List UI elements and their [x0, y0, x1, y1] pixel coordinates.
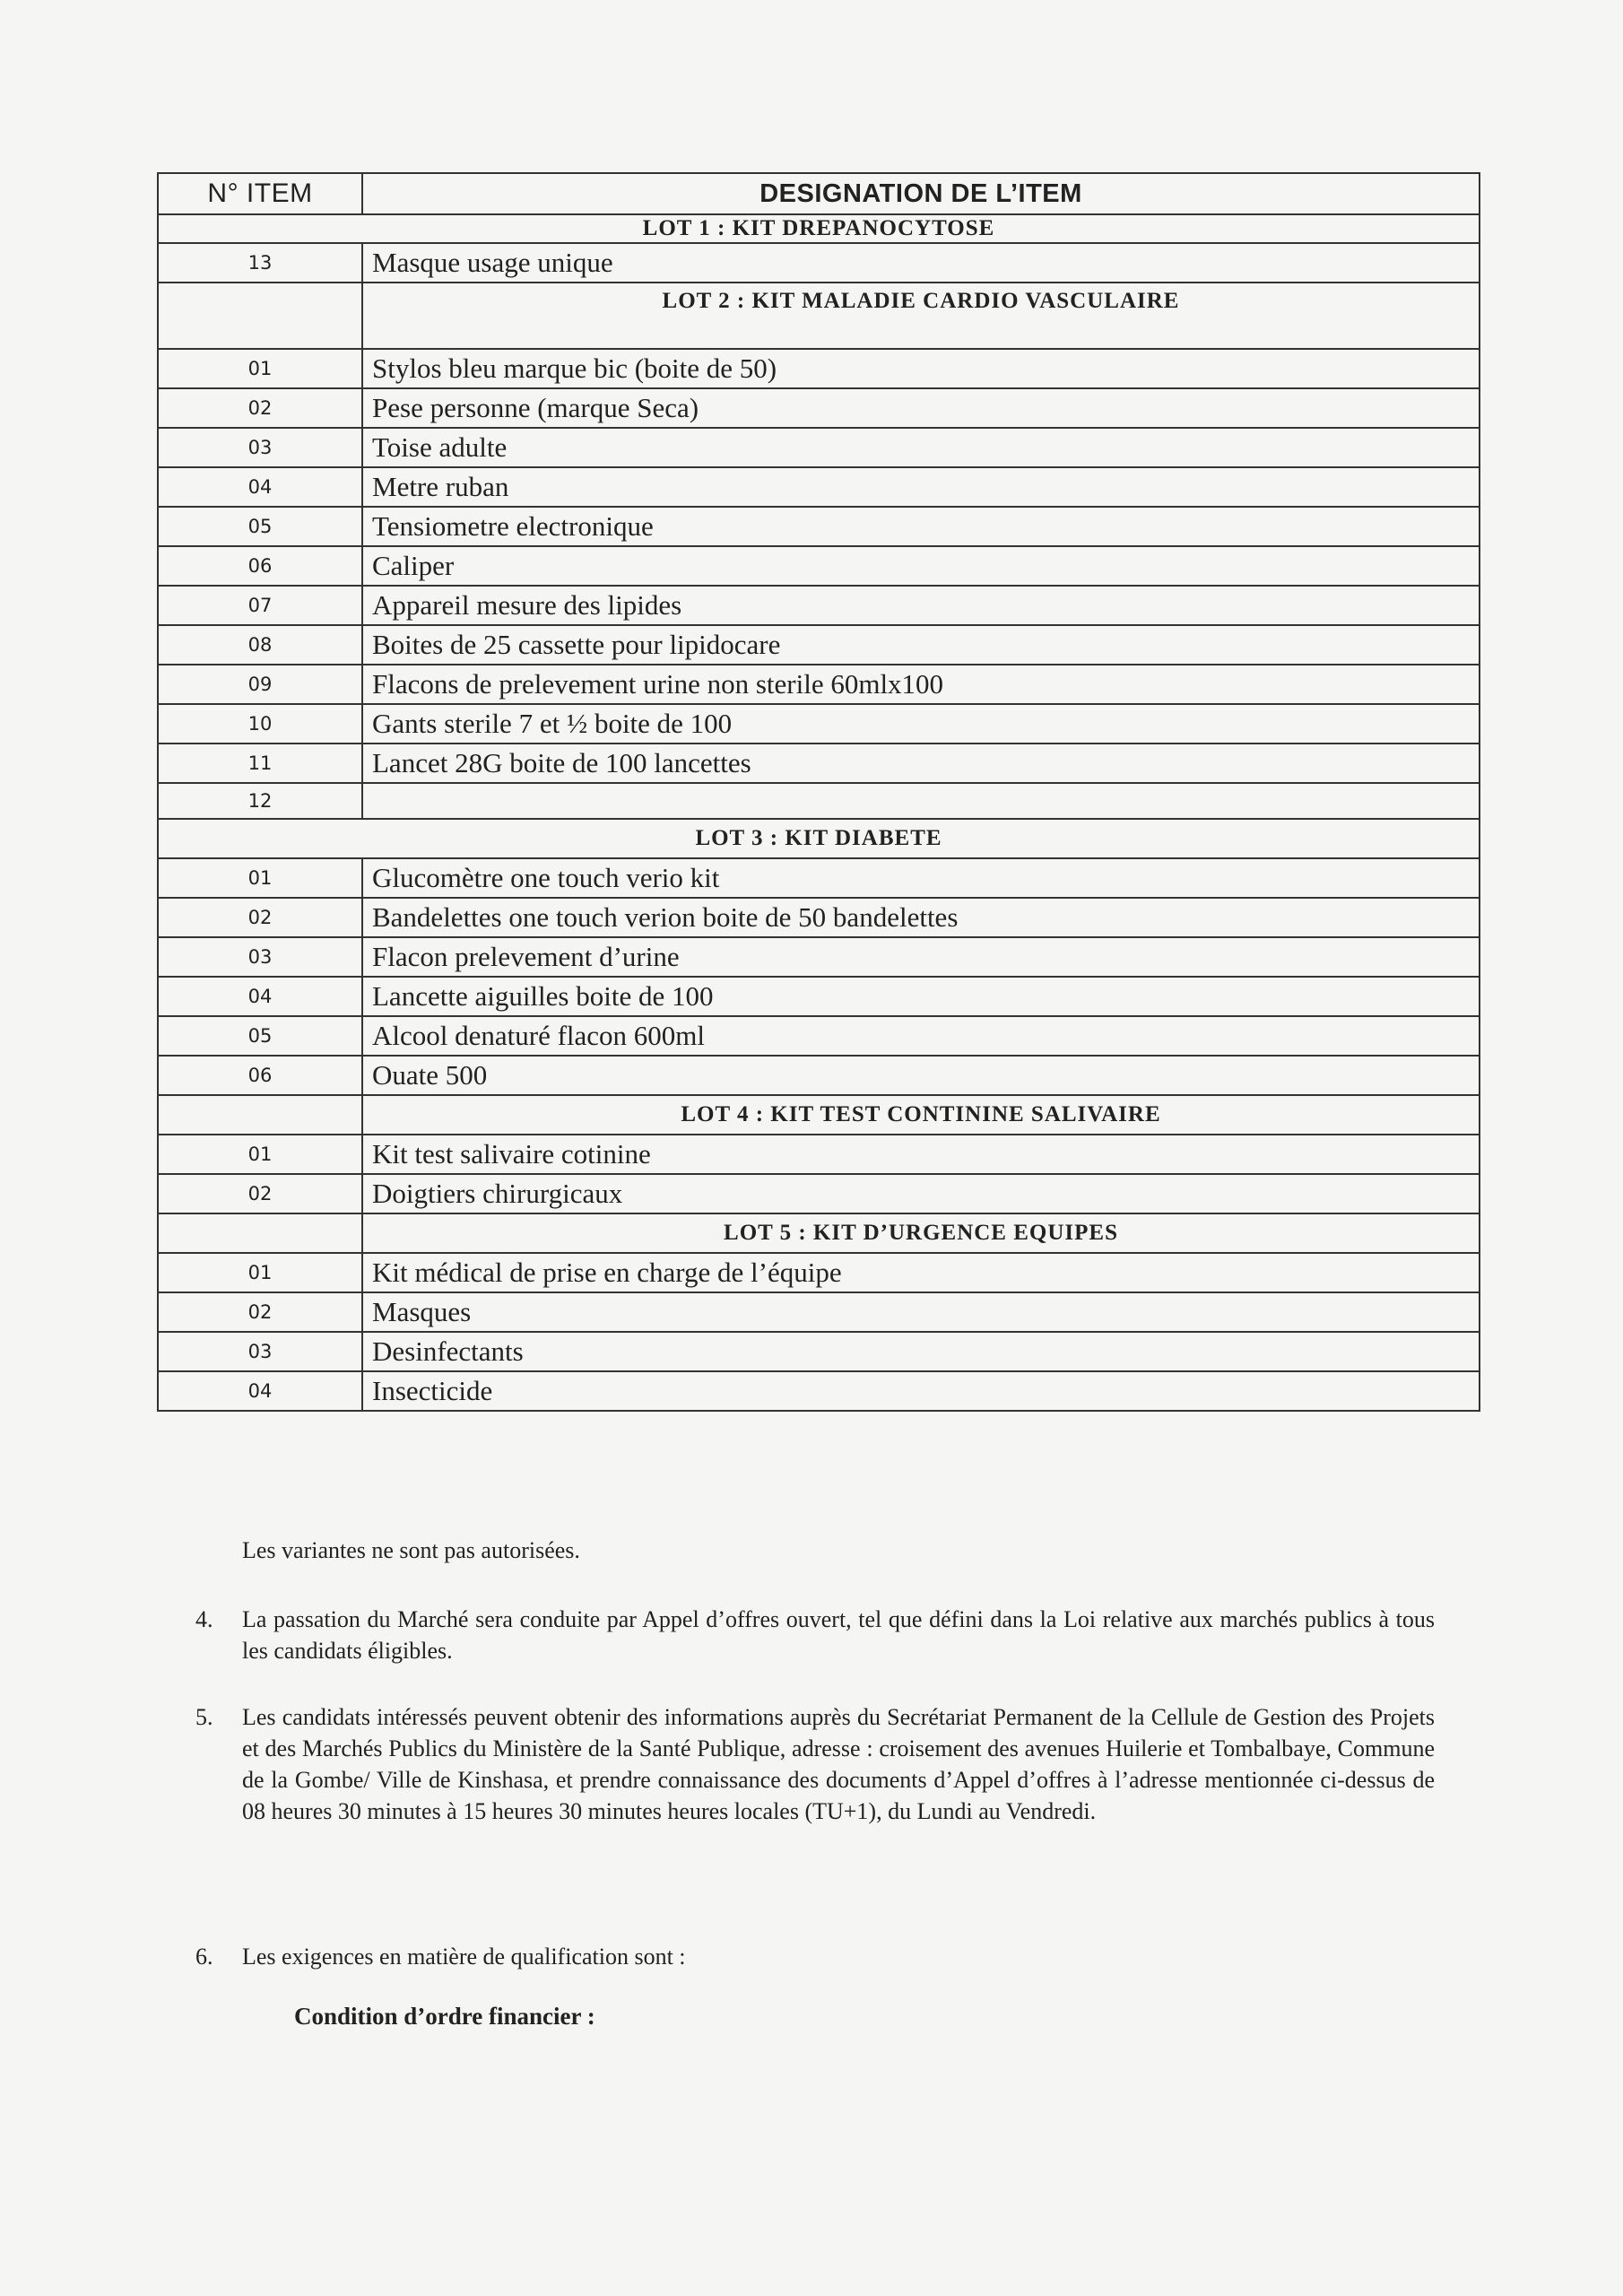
item-num: 02: [158, 388, 362, 428]
item-desc: Flacons de prelevement urine non sterile 60mlx100: [362, 665, 1480, 704]
table-row: [158, 898, 1480, 937]
item-num: 04: [158, 1371, 362, 1411]
table-row: [158, 586, 1480, 625]
item-desc: Metre ruban: [362, 467, 1480, 507]
item-desc: Glucomètre one touch verio kit: [362, 858, 1480, 898]
lot-num-empty: [158, 1095, 362, 1135]
condition-heading: Condition d’ordre financier :: [294, 2003, 595, 2030]
item-desc: Bandelettes one touch verion boite de 50 bandelettes: [362, 898, 1480, 937]
item-num: 02: [158, 1174, 362, 1213]
item-desc: Boites de 25 cassette pour lipidocare: [362, 625, 1480, 665]
lot-row: [158, 283, 1480, 349]
paragraph-4-number: 4.: [195, 1606, 213, 1632]
table-row: [158, 467, 1480, 507]
table-row: [158, 937, 1480, 977]
lot-row: [158, 1213, 1480, 1253]
item-num: 03: [158, 1332, 362, 1371]
item-num: 01: [158, 858, 362, 898]
table-row: [158, 1174, 1480, 1213]
lot-row: [158, 1095, 1480, 1135]
table-row: [158, 977, 1480, 1016]
item-num: 05: [158, 507, 362, 546]
table-header: [158, 173, 1480, 214]
item-desc: Lancet 28G boite de 100 lancettes: [362, 744, 1480, 783]
item-desc: Lancette aiguilles boite de 100: [362, 977, 1480, 1016]
table-row: [158, 1332, 1480, 1371]
item-num: 01: [158, 349, 362, 388]
header-designation: DESIGNATION DE L’ITEM: [362, 173, 1480, 214]
item-num: 05: [158, 1016, 362, 1056]
item-desc: Gants sterile 7 et ½ boite de 100: [362, 704, 1480, 744]
table-row: [158, 744, 1480, 783]
table-row: [158, 704, 1480, 744]
item-num: 07: [158, 586, 362, 625]
item-num: 04: [158, 467, 362, 507]
items-table: [157, 172, 1480, 1412]
item-num: 10: [158, 704, 362, 744]
table-row: [158, 1135, 1480, 1174]
table-row: [158, 783, 1480, 819]
table-row: [158, 625, 1480, 665]
item-desc: [362, 783, 1480, 819]
lot1-title: LOT 1 : KIT DREPANOCYTOSE: [158, 214, 1480, 243]
item-num: 08: [158, 625, 362, 665]
lot4-title: LOT 4 : KIT TEST CONTININE SALIVAIRE: [362, 1095, 1480, 1135]
paragraph-5: [195, 1701, 1435, 1827]
item-num: 06: [158, 1056, 362, 1095]
item-desc: Toise adulte: [362, 428, 1480, 467]
item-desc: Kit test salivaire cotinine: [362, 1135, 1480, 1174]
item-desc: Caliper: [362, 546, 1480, 586]
item-num: 01: [158, 1135, 362, 1174]
table-row: [158, 1371, 1480, 1411]
item-num: 13: [158, 243, 362, 283]
paragraph-6: [195, 1941, 1435, 1972]
table-row: [158, 1056, 1480, 1095]
lot5-title: LOT 5 : KIT D’URGENCE EQUIPES: [362, 1213, 1480, 1253]
item-num: 09: [158, 665, 362, 704]
item-desc: Appareil mesure des lipides: [362, 586, 1480, 625]
item-desc: Masque usage unique: [362, 243, 1480, 283]
lot-num-empty: [158, 1213, 362, 1253]
lot3-title: LOT 3 : KIT DIABETE: [158, 819, 1480, 858]
table-row: [158, 349, 1480, 388]
table-row: [158, 428, 1480, 467]
item-desc: Doigtiers chirurgicaux: [362, 1174, 1480, 1213]
header-num: N° ITEM: [158, 173, 362, 214]
table-row: [158, 546, 1480, 586]
item-desc: Flacon prelevement d’urine: [362, 937, 1480, 977]
item-num: 06: [158, 546, 362, 586]
table-row: [158, 858, 1480, 898]
item-desc: Insecticide: [362, 1371, 1480, 1411]
paragraph-5-text: Les candidats intéressés peuvent obtenir des informations auprès du Secrétariat Permanent de la Cellule de Gestion des Projets et des Marchés Publics du Ministère de la Santé Publique, adresse : croisement des avenues Huilerie et Tombalbaye, Commune de la Gombe/ Ville de Kinshasa, et prendre connaissance des documents d’Appel d’offres à l’adresse mentionnée ci-dessus de 08 heures 30 minutes à 15 heures 30 minutes heures locales (TU+1), du Lundi au Vendredi.: [242, 1704, 1435, 1824]
item-desc: Alcool denaturé flacon 600ml: [362, 1016, 1480, 1056]
item-num: 03: [158, 428, 362, 467]
lot-row: [158, 214, 1480, 243]
lot2-title: LOT 2 : KIT MALADIE CARDIO VASCULAIRE: [362, 283, 1480, 349]
paragraph-5-number: 5.: [195, 1704, 213, 1730]
table-row: [158, 388, 1480, 428]
item-num: 12: [158, 783, 362, 819]
paragraph-4-text: La passation du Marché sera conduite par Appel d’offres ouvert, tel que défini dans la Loi relative aux marchés publics à tous les candidats éligibles.: [242, 1606, 1435, 1664]
item-desc: Pese personne (marque Seca): [362, 388, 1480, 428]
item-num: 02: [158, 898, 362, 937]
item-num: 02: [158, 1292, 362, 1332]
table-row: [158, 243, 1480, 283]
table-row: [158, 665, 1480, 704]
item-desc: Desinfectants: [362, 1332, 1480, 1371]
item-desc: Stylos bleu marque bic (boite de 50): [362, 349, 1480, 388]
item-desc: Masques: [362, 1292, 1480, 1332]
paragraph-6-number: 6.: [195, 1944, 213, 1970]
paragraph-6-text: Les exigences en matière de qualification sont :: [242, 1944, 686, 1970]
item-desc: Tensiometre electronique: [362, 507, 1480, 546]
variantes-text: Les variantes ne sont pas autorisées.: [242, 1537, 580, 1563]
table-row: [158, 1253, 1480, 1292]
table-row: [158, 1292, 1480, 1332]
item-num: 03: [158, 937, 362, 977]
lot-num-empty: [158, 283, 362, 349]
item-num: 04: [158, 977, 362, 1016]
paragraph-4: [195, 1604, 1435, 1666]
lot-row: [158, 819, 1480, 858]
item-num: 01: [158, 1253, 362, 1292]
item-num: 11: [158, 744, 362, 783]
item-desc: Kit médical de prise en charge de l’équipe: [362, 1253, 1480, 1292]
item-desc: Ouate 500: [362, 1056, 1480, 1095]
table-row: [158, 507, 1480, 546]
table-row: [158, 1016, 1480, 1056]
